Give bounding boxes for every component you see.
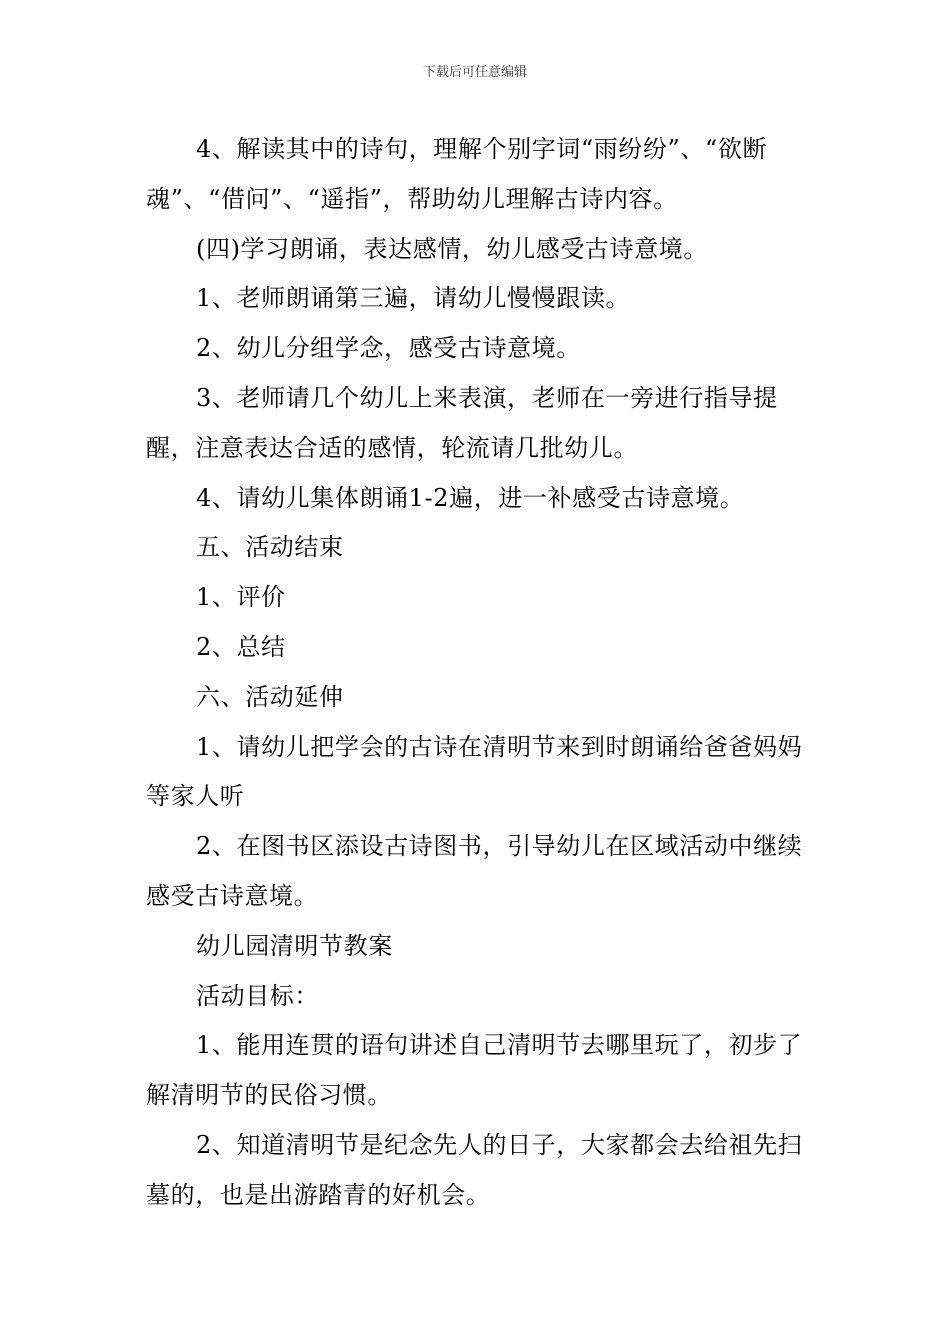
paragraph: 4、请幼儿集体朗诵1-2遍，进一补感受古诗意境。: [196, 483, 745, 512]
paragraph: 1、请幼儿把学会的古诗在清明节来到时朗诵给爸爸妈妈等家人听: [146, 732, 803, 811]
paragraph: 4、解读其中的诗句，理解个别字词“雨纷纷”、“欲断魂”、“借问”、“遥指”，帮助幼儿理解古诗内容。: [146, 135, 768, 213]
section-heading: 五、活动结束: [196, 533, 344, 562]
paragraph: 2、知道清明节是纪念先人的日子，大家都会去给祖先扫墓的，也是出游踏青的好机会。: [146, 1130, 803, 1209]
section-heading: 六、活动延伸: [196, 682, 344, 711]
paragraph: 2、幼儿分组学念，感受古诗意境。: [196, 334, 581, 363]
page-header: 下载后可任意编辑: [422, 65, 527, 80]
paragraph: 2、在图书区添设古诗图书，引导幼儿在区域活动中继续感受古诗意境。: [146, 832, 803, 910]
paragraph: 1、能用连贯的语句讲述自己清明节去哪里玩了，初步了解清明节的民俗习惯。: [146, 1031, 803, 1110]
paragraph: 3、老师请几个幼儿上来表演，老师在一旁进行指导提醒，注意表达合适的感情，轮流请几批幼儿。: [146, 383, 778, 462]
paragraph: 2、总结: [196, 632, 286, 661]
paragraph: 1、评价: [196, 583, 286, 612]
section-heading: (四)学习朗诵，表达感情，幼儿感受古诗意境。: [196, 234, 708, 263]
paragraph: 1、老师朗诵第三遍，请幼儿慢慢跟读。: [196, 284, 631, 313]
document-title: 幼儿园清明节教案: [196, 931, 393, 960]
document-body: [146, 125, 810, 1221]
section-heading: 活动目标：: [196, 981, 319, 1010]
